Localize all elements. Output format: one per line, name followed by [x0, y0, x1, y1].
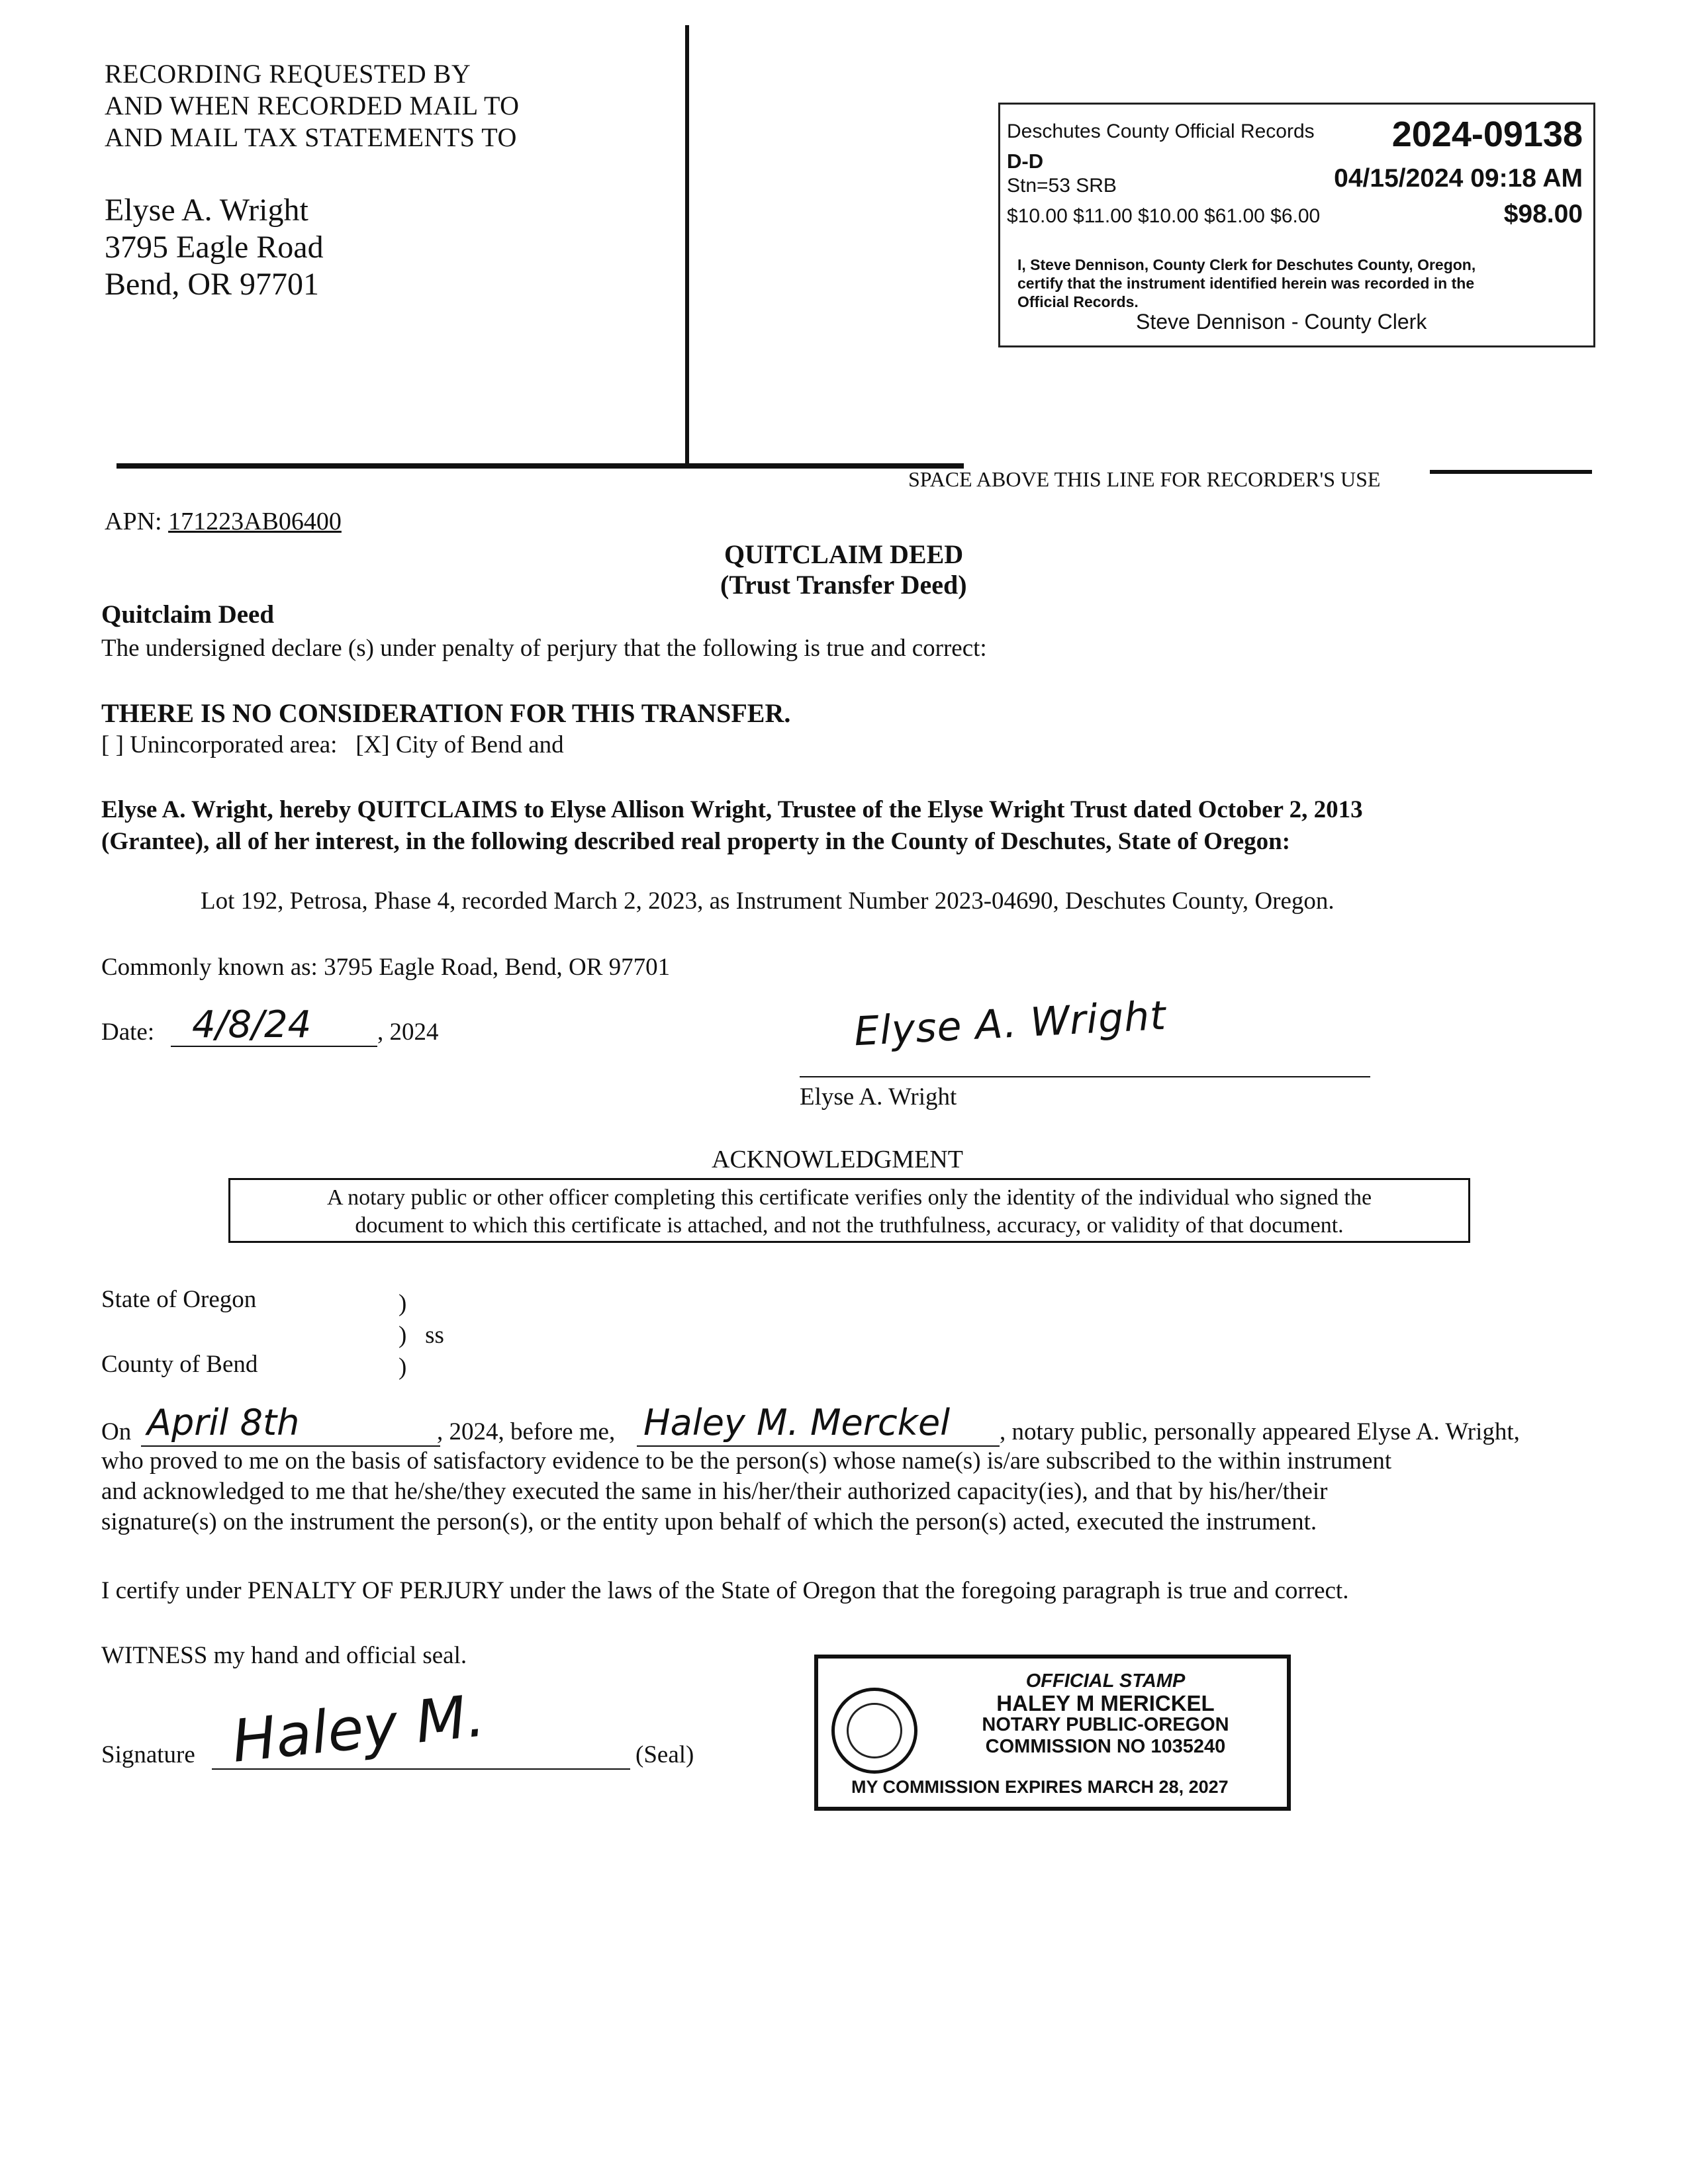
- grant-line-2: (Grantee), all of her interest, in the following described real property in the County of Deschutes, State of Oregon:: [101, 828, 1291, 855]
- recorder-space-line-right: [1430, 470, 1592, 474]
- commonly-known: Commonly known as: 3795 Eagle Road, Bend, OR 97701: [101, 954, 671, 981]
- venue-paren-3: ): [399, 1353, 407, 1381]
- venue-ss: ) ss: [399, 1322, 444, 1349]
- recorder-note: SPACE ABOVE THIS LINE FOR RECORDER'S USE: [908, 467, 1381, 491]
- recording-total: $98.00: [1503, 200, 1583, 228]
- ack-notary-handwritten: Haley M. Merckel: [643, 1402, 951, 1443]
- deed-title: QUITCLAIM DEED: [724, 539, 964, 569]
- stamp-line-1: OFFICIAL STAMP: [1025, 1670, 1186, 1692]
- return-header: [105, 58, 520, 154]
- apn-value: 171223AB06400: [168, 508, 342, 535]
- return-city: Bend, OR 97701: [105, 267, 319, 302]
- date-label: Date:: [101, 1019, 155, 1046]
- legal-description: Lot 192, Petrosa, Phase 4, recorded March 2, 2023, as Instrument Number 2023-04690, Deschutes County, Oregon.: [201, 887, 1335, 915]
- return-name: Elyse A. Wright: [105, 193, 308, 228]
- grantor-name: Elyse A. Wright: [800, 1083, 957, 1111]
- recording-datetime: 04/15/2024 09:18 AM: [1334, 164, 1583, 193]
- apn-label: APN:: [105, 508, 162, 535]
- return-address: [105, 192, 324, 303]
- no-consideration: THERE IS NO CONSIDERATION FOR THIS TRANSFER.: [101, 698, 791, 728]
- stamp-line-5: MY COMMISSION EXPIRES MARCH 28, 2027: [851, 1777, 1229, 1797]
- ack-on-label: On: [101, 1418, 132, 1445]
- recording-fees: $10.00 $11.00 $10.00 $61.00 $6.00: [1007, 205, 1321, 227]
- deed-heading: Quitclaim Deed: [101, 600, 275, 629]
- return-line-1: RECORDING REQUESTED BY: [105, 59, 471, 89]
- ack-heading: ACKNOWLEDGMENT: [712, 1146, 963, 1173]
- ack-witness: WITNESS my hand and official seal.: [101, 1642, 467, 1669]
- ack-para-line-2: who proved to me on the basis of satisfactory evidence to be the person(s) whose name(s) is/are subscribed to the within instrument: [101, 1447, 1392, 1475]
- ack-notice-line-2: document to which this certificate is attached, and not the truthfulness, accuracy, or validity of that document.: [355, 1213, 1344, 1238]
- deed-subtitle: (Trust Transfer Deed): [720, 570, 967, 600]
- cert-line-3: Official Records.: [1017, 293, 1139, 310]
- deed-declaration: The undersigned declare (s) under penalty of perjury that the following is true and correct:: [101, 635, 987, 662]
- venue-county: County of Bend: [101, 1351, 258, 1378]
- ack-notice-box: [228, 1178, 1470, 1243]
- notary-stamp: [814, 1655, 1291, 1811]
- recording-office: Deschutes County Official Records: [1007, 120, 1315, 142]
- ack-before-me: , 2024, before me,: [437, 1418, 616, 1445]
- date-year: , 2024: [377, 1019, 439, 1046]
- ack-para-line-4: signature(s) on the instrument the person(s), or the entity upon behalf of which the person(s) acted, executed the instrument.: [101, 1508, 1317, 1535]
- recording-box: [998, 103, 1595, 347]
- notary-seal: [831, 1688, 917, 1774]
- seal-label: (Seal): [635, 1741, 694, 1768]
- ack-para-line-3: and acknowledged to me that he/she/they executed the same in his/her/their authorized capacity(ies), and that by his/her/their: [101, 1478, 1328, 1505]
- stamp-line-3: NOTARY PUBLIC-OREGON: [982, 1714, 1229, 1735]
- grantor-signature-line: [800, 1076, 1370, 1077]
- venue-state: State of Oregon: [101, 1286, 257, 1313]
- notary-signature-label: Signature: [101, 1741, 195, 1768]
- return-line-2: AND WHEN RECORDED MAIL TO: [105, 91, 520, 120]
- grant-line-1: Elyse A. Wright, hereby QUITCLAIMS to Elyse Allison Wright, Trustee of the Elyse Wright Trust dated October 2, 2013: [101, 796, 1363, 823]
- stamp-line-4: COMMISSION NO 1035240: [985, 1736, 1226, 1757]
- ack-certify: I certify under PENALTY OF PERJURY under the laws of the State of Oregon that the foregoing paragraph is true and correct.: [101, 1577, 1349, 1604]
- ack-appeared: , notary public, personally appeared Elyse A. Wright,: [1000, 1418, 1520, 1445]
- ack-notice-line-1: A notary public or other officer completing this certificate verifies only the identity of the individual who signed the: [326, 1185, 1372, 1210]
- recording-certification: [1017, 255, 1476, 311]
- apn-row: [105, 507, 342, 536]
- stamp-line-2: HALEY M MERICKEL: [996, 1691, 1215, 1715]
- venue-paren-1: ): [399, 1290, 407, 1317]
- recording-type: D-D: [1007, 150, 1044, 173]
- area-line: [ ] Unincorporated area: [X] City of Bend and: [101, 731, 564, 758]
- notary-signature: Haley M.: [228, 1681, 488, 1776]
- return-line-3: AND MAIL TAX STATEMENTS TO: [105, 122, 517, 152]
- header-vertical-divider: [685, 25, 689, 463]
- grantor-signature: Elyse A. Wright: [853, 992, 1168, 1056]
- cert-line-2: certify that the instrument identified herein was recorded in the: [1017, 275, 1475, 292]
- recording-station: Stn=53 SRB: [1007, 175, 1117, 197]
- recorder-space-line-left: [117, 463, 964, 469]
- ack-date-handwritten: April 8th: [147, 1402, 300, 1443]
- stamp-text: [924, 1670, 1287, 1758]
- return-street: 3795 Eagle Road: [105, 230, 324, 265]
- notary-seal-inner: [847, 1703, 902, 1758]
- recording-number: 2024-09138: [1391, 114, 1583, 154]
- recording-clerk: Steve Dennison - County Clerk: [1136, 310, 1427, 334]
- date-handwritten: 4/8/24: [192, 1003, 312, 1046]
- cert-line-1: I, Steve Dennison, County Clerk for Deschutes County, Oregon,: [1017, 256, 1476, 273]
